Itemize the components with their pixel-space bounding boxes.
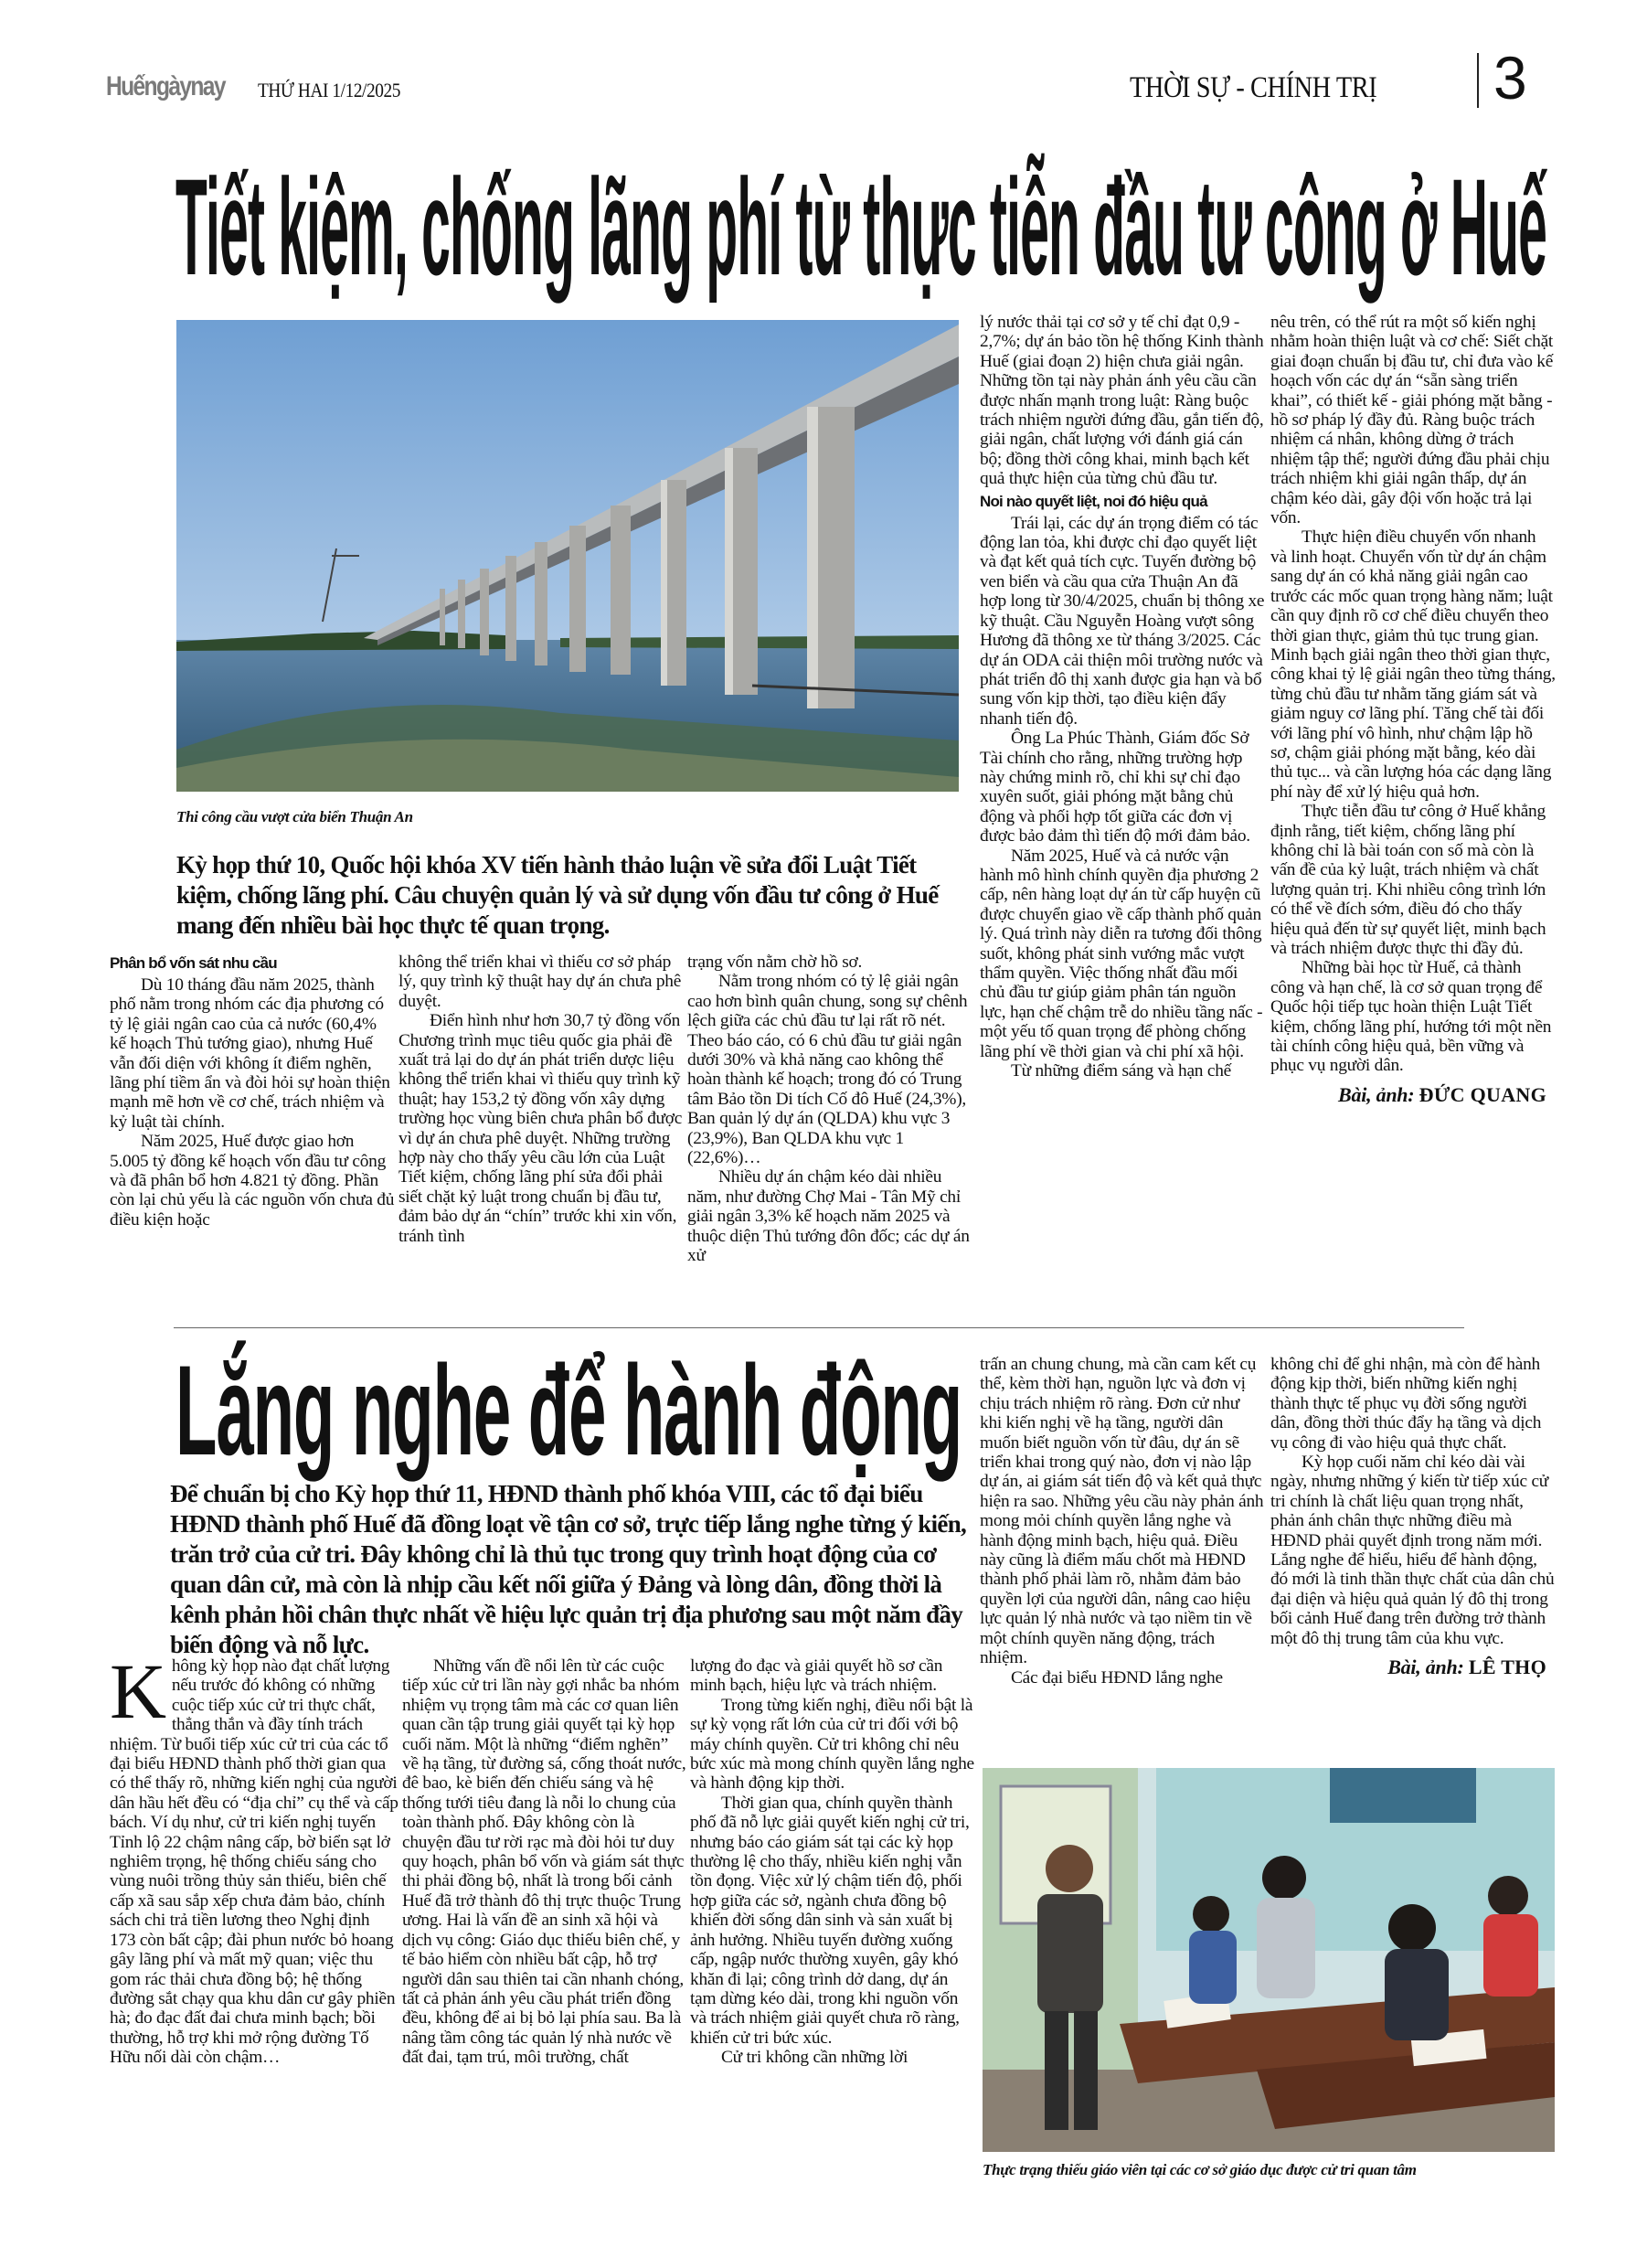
paragraph-text: hông kỳ họp nào đạt chất lượng nếu trước đó không có những cuộc tiếp xúc cử tri thực chất, thẳng thắn và đầy tính trách nhiệm. Từ buổi tiếp xúc cử tri của các tổ đại biểu HĐND thành phố thời gian qua có thể thấy rõ, những kiến nghị của người dân hầu hết đều có “địa chỉ” cụ thể và cấp bách. Ví dụ như, cử tri kiến nghị tuyến Tỉnh lộ 22 chậm nâng cấp, bờ biển sạt lở nghiêm trọng, hệ thống chiếu sáng cho vùng nuôi trồng thủy sản thiếu, biên chế cấp xã sau sắp xếp chưa đảm bảo, chính sách chi trả tiền lương theo Nghị định 173 còn bất cập; đài phun nước bỏ hoang gây lãng phí và mất mỹ quan; việc thu gom rác thải chưa đồng bộ; hệ thống đường sắt chạy qua khu dân cư gây phiền hà; đo đạc đất đai chưa minh bạch; bồi thường, hỗ trợ khi mở rộng đường Tố Hữu nối dài còn chậm… [110, 1656, 398, 2068]
article1-byline [1270, 1082, 1556, 1106]
article2-lead: Để chuẩn bị cho Kỳ họp thứ 11, HĐND thành phố khóa VIII, các tổ đại biểu HĐND thành phố Huế đã đồng loạt về tận cơ sở, trực tiếp lắng nghe từng ý kiến, trăn trở của cử tri. Đây không chỉ là thủ tục trong quy trình hoạt động của cơ quan dân cử, mà còn là nhịp cầu kết nối giữa ý Đảng và lòng dân, đồng thời là kênh phản hồi chân thực nhất về hiệu lực quản trị địa phương sau một năm đầy biến động và nỗ lực. [170, 1480, 967, 1658]
paragraph: trấn an chung chung, mà cần cam kết cụ thể, kèm thời hạn, nguồn lực và đơn vị chịu trách nhiệm rõ ràng. Đơn cử như khi kiến nghị về hạ tầng, người dân muốn biết nguồn vốn từ đâu, dự án sẽ triển khai trong quý nào, đơn vị nào lập dự án, ai giám sát tiến độ và kết quả thực hiện ra sao. Những yêu cầu này phản ánh mong mỏi chính quyền lắng nghe và hành động minh bạch, hiệu quả. Điều này cũng là điểm mấu chốt mà HĐND thành phố phải làm rõ, nhằm đảm bảo quyền lợi của người dân, nâng cao hiệu lực quản lý nhà nước và tạo niềm tin về một chính quyền năng động, trách nhiệm. [980, 1355, 1264, 1668]
article1-photo-caption: Thi công cầu vượt cửa biển Thuận An [176, 808, 413, 825]
paragraph: Nằm trong nhóm có tỷ lệ giải ngân cao hơn bình quân chung, song sự chênh lệch giữa các chủ đầu tư lại rất rõ nét. Theo báo cáo, có 6 chủ đầu tư giải ngân dưới 30% và khả năng cao không thể hoàn thành kế hoạch; trong đó có Trung tâm Bảo tồn Di tích Cố đô Huế (24,3%), Ban quản lý dự án (QLDA) khu vực 3 (23,9%), Ban QLDA khu vực 1 (22,6%)… [687, 972, 968, 1168]
article1-column-5 [1270, 313, 1556, 1104]
paragraph: Những vấn đề nổi lên từ các cuộc tiếp xúc cử tri lần này gợi nhắc ba nhóm nhiệm vụ trọng tâm mà các cơ quan liên quan cần tập trung giải quyết tại kỳ họp cuối năm. Một là những “điểm nghẽn” về hạ tầng, từ đường sá, cống thoát nước, đê bao, kè biển đến chiếu sáng và hệ thống tưới tiêu đang là nỗi lo chung của toàn thành phố. Đây không còn là chuyện đầu tư rời rạc mà đòi hỏi tư duy quy hoạch, phân bổ vốn và giám sát thực thi phải đồng bộ, nhất là trong bối cảnh Huế đã trở thành đô thị trực thuộc Trung ương. Hai là vấn đề an sinh xã hội và dịch vụ công: Giáo dục thiếu biên chế, y tế bảo hiểm còn nhiều bất cập, hỗ trợ người dân sau thiên tai cần nhanh chóng, tất cả phản ánh yêu cầu phát triển đồng đều, không để ai bị bỏ lại phía sau. Ba là nâng tầm công tác quản lý nhà nước về đất đai, tạm trú, môi trường, chất [402, 1656, 686, 2068]
article1-column-3 [687, 953, 972, 1266]
article1-subhead-1: Phân bổ vốn sát nhu cầu [110, 954, 277, 972]
article2-byline [1270, 1657, 1556, 1677]
paragraph: Từ những điểm sáng và hạn chế [1011, 1061, 1232, 1081]
byline-author: LÊ THỌ [1468, 1656, 1546, 1679]
article1-column-4 [980, 313, 1265, 1081]
article2-headline: Lắng nghe để hành động [175, 1338, 962, 1482]
article2-headline-box [175, 1338, 962, 1482]
paragraph: trạng vốn nằm chờ hồ sơ. [687, 953, 863, 972]
paragraph: Kỳ họp cuối năm chỉ kéo dài vài ngày, nhưng những ý kiến từ tiếp xúc cử tri chính là chất liệu quan trọng nhất, phản ánh chân thực những điều mà HĐND phải quyết định trong năm mới. Lắng nghe để hiểu, hiểu để hành động, đó mới là tinh thần thực chất của dân chủ đại diện và hiệu quả quản lý đô thị trong bối cảnh Huế đang trên đường trở thành một đô thị trung tâm của khu vực. [1270, 1453, 1555, 1648]
paragraph [110, 1647, 398, 2068]
article1-lead: Kỳ họp thứ 10, Quốc hội khóa XV tiến hành thảo luận về sửa đổi Luật Tiết kiệm, chống lãng phí. Câu chuyện quản lý và sử dụng vốn đầu tư công ở Huế mang đến nhiều bài học thực tế quan trọng. [176, 851, 939, 939]
article1-headline-box [175, 150, 1547, 303]
paragraph: lượng đo đạc và giải quyết hồ sơ cần minh bạch, hiệu lực và trách nhiệm. [690, 1656, 943, 1696]
article1-column-1 [110, 951, 395, 1230]
article2-photo-classroom [983, 1768, 1555, 2152]
paragraph: Trái lại, các dự án trọng điểm có tác động lan tỏa, khi được chỉ đạo quyết liệt và đạt kết quả tích cực. Tuyến đường bộ ven biển và cầu qua cửa Thuận An đã hợp long từ 30/4/2025, chuẩn bị thông xe kỹ thuật. Cầu Nguyễn Hoàng vượt sông Hương đã thông xe từ tháng 3/2025. Các dự án ODA cải thiện môi trường nước và phát triển đô thị xanh được gia hạn và bổ sung vốn kịp thời, tạo điều kiện đẩy nhanh tiến độ. [980, 513, 1265, 729]
newspaper-logo: Huếngàynay [106, 71, 225, 101]
paragraph: Ông La Phúc Thành, Giám đốc Sở Tài chính cho rằng, những trường hợp này chứng minh rõ, chỉ khi sự chỉ đạo xuyên suốt, giải phóng mặt bằng chủ động và phối hợp tốt giữa các đơn vị được bảo đảm thì tiến độ mới đảm bảo. [980, 729, 1250, 847]
article1-subhead-2: Noi nào quyết liệt, noi đó hiệu quả [980, 492, 1207, 510]
issue-date: THỨ HAI 1/12/2025 [258, 79, 400, 101]
article1-photo-bridge [176, 320, 959, 792]
paragraph: Thực hiện điều chuyển vốn nhanh và linh hoạt. Chuyển vốn từ dự án chậm sang dự án có khả năng giải ngân cao trước các mốc quan trọng hàng năm; luật cần quy định rõ cơ chế điều chuyển theo thời gian thực, giảm thủ tục trung gian. Minh bạch giải ngân theo thời gian thực, công khai tỷ lệ giải ngân theo từng tháng, từng chủ đầu tư nhằm tăng giám sát và giảm nguy cơ lãng phí. Tăng chế tài đối với lãng phí vô hình, như chậm lập hồ sơ, chậm giải phóng mặt bằng, kéo dài thủ tục... và cần lượng hóa các dạng lãng phí này để xử lý hiệu quả hơn. [1270, 527, 1556, 802]
paragraph: Điển hình như hơn 30,7 tỷ đồng vốn Chương trình mục tiêu quốc gia phải đề xuất trả lại do dự án phát triển dược liệu không thể triển khai vì thiếu quy trình kỹ thuật; hay 153,2 tỷ đồng vốn xây dựng trường học vùng biên chưa phân bổ được vì dự án chưa phê duyệt. Những trường hợp này cho thấy yêu cầu lớn của Luật Tiết kiệm, chống lãng phí sửa đổi phải siết chặt kỷ luật trong chuẩn bị đầu tư, đảm bảo dự án “chín” trước khi xin vốn, tránh tình [398, 1011, 683, 1246]
paragraph: Dù 10 tháng đầu năm 2025, thành phố nằm trong nhóm các địa phương có tỷ lệ giải ngân cao của cả nước (60,4% kế hoạch Thủ tướng giao), nhưng Huế vẫn đối diện với không ít điểm nghẽn, lãng phí tiềm ẩn và đòi hỏi sự hoàn thiện mạnh mẽ hơn về cơ chế, trách nhiệm và kỷ luật tài chính. [110, 975, 390, 1132]
paragraph: Năm 2025, Huế được giao hơn 5.005 tỷ đồng kế hoạch vốn đầu tư công và đã phân bổ hơn 4.821 tỷ đồng. Phần còn lại chủ yếu là các nguồn vốn chưa đủ điều kiện hoặc [110, 1132, 395, 1230]
article2-column-4 [980, 1355, 1265, 1688]
drop-cap: K [110, 1647, 166, 1735]
section-title: THỜI SỰ - CHÍNH TRỊ [1130, 71, 1377, 104]
article2-column-3 [690, 1656, 975, 2068]
article2-column-2 [402, 1656, 687, 2068]
paragraph: Năm 2025, Huế và cả nước vận hành mô hình chính quyền địa phương 2 cấp, nên hàng loạt dự án từ cấp huyện cũ được chuyển giao về cấp thành phố quản lý. Quá trình này diễn ra tương đối thông suốt, không phát sinh vướng mắc vượt thẩm quyền. Việc thống nhất đầu mối chủ đầu tư giúp giảm phân tán nguồn lực, hạn chế chậm trễ do nhiều tầng nấc - một yếu tố quan trọng để phòng chống lãng phí về thời gian và chi phí xã hội. [980, 846, 1263, 1061]
article1-headline: Tiết kiệm, chống lãng phí từ thực tiễn đầu tư công ở Huế [175, 150, 1547, 303]
paragraph: Các đại biểu HĐND lắng nghe [1011, 1667, 1223, 1688]
article2-photo-caption: Thực trạng thiếu giáo viên tại các cơ sở giáo dục được cử tri quan tâm [983, 2161, 1417, 2178]
bridge-photo-illustration [176, 320, 959, 792]
article2-column-5 [1270, 1355, 1556, 1677]
byline-author: ĐỨC QUANG [1419, 1082, 1546, 1106]
paragraph: lý nước thải tại cơ sở y tế chỉ đạt 0,9 - 2,7%; dự án bảo tồn hệ thống Kinh thành Huế (giai đoạn 2) hiện chưa giải ngân. Những tồn tại này phản ánh yêu cầu cần được nhấn mạnh trong luật: Ràng buộc trách nhiệm người đứng đầu, gắn tiến độ, giải ngân, chất lượng với đánh giá cán bộ; đồng thời công khai, minh bạch kết quả thực hiện của từng chủ đầu tư. [980, 313, 1264, 489]
paragraph: Những bài học từ Huế, cả thành công và hạn chế, là cơ sở quan trọng để Quốc hội tiếp tục hoàn thiện Luật Tiết kiệm, chống lãng phí, hướng tới một nền tài chính công hiệu quả, bền vững và phục vụ người dân. [1270, 958, 1552, 1076]
paragraph: Thời gian qua, chính quyền thành phố đã nỗ lực giải quyết kiến nghị cử tri, nhưng báo cáo giám sát tại các kỳ họp thường lệ cho thấy, nhiều kiến nghị vẫn tồn đọng. Việc xử lý chậm tiến độ, phối hợp giữa các sở, ngành chưa đồng bộ khiến đời sống dân sinh và sản xuất bị ảnh hưởng. Nhiều tuyến đường xuống cấp, ngập nước thường xuyên, gây khó khăn đi lại; công trình dở dang, dự án tạm dừng kéo dài, trong khi nguồn vốn và trách nhiệm giải quyết chưa rõ ràng, khiến cử tri bức xúc. [690, 1793, 970, 2048]
article2-column-1 [110, 1647, 398, 2068]
paragraph: không chỉ để ghi nhận, mà còn để hành động kịp thời, biến những kiến nghị thành thực tế phục vụ đời sống người dân, đồng thời thúc đẩy hạ tầng và dịch vụ công đi vào hiệu quả thực chất. [1270, 1355, 1542, 1453]
page-number: 3 [1493, 44, 1527, 112]
byline-label: Bài, ảnh: [1338, 1082, 1415, 1106]
classroom-photo-illustration [983, 1768, 1555, 2152]
paragraph: không thể triển khai vì thiếu cơ sở pháp lý, quy trình kỹ thuật hay dự án chưa phê duyệt. [398, 953, 682, 1011]
article1-column-2 [398, 953, 684, 1246]
paragraph: Thực tiễn đầu tư công ở Huế khẳng định rằng, tiết kiệm, chống lãng phí không chỉ là bài toán con số mà còn là vấn đề của kỷ luật, trách nhiệm và chất lượng quản trị. Khi nhiều công trình lớn có thể về đích sớm, điều đó cho thấy hiệu quả đến từ sự quyết liệt, minh bạch và trách nhiệm được thực thi đầy đủ. [1270, 802, 1546, 958]
paragraph: Cử tri không cần những lời [721, 2048, 909, 2068]
article-divider [174, 1327, 1464, 1328]
byline-label: Bài, ảnh: [1387, 1656, 1464, 1679]
paragraph: Trong từng kiến nghị, điều nổi bật là sự kỳ vọng rất lớn của cử tri đối với bộ máy chính quyền. Cử tri không chỉ nêu bức xúc mà mong chính quyền lắng nghe và hành động kịp thời. [690, 1695, 974, 1794]
paragraph: nêu trên, có thể rút ra một số kiến nghị nhằm hoàn thiện luật và cơ chế: Siết chặt giai đoạn chuẩn bị đầu tư, chỉ đưa vào kế hoạch vốn các dự án “sẵn sàng triển khai”, có thiết kế - giải phóng mặt bằng - hồ sơ pháp lý đầy đủ. Ràng buộc trách nhiệm cá nhân, không dừng ở trách nhiệm tập thể; người đứng đầu phải chịu trách nhiệm khi giải ngân thấp, dự án chậm kéo dài, gây đội vốn hoặc trả lại vốn. [1270, 313, 1554, 528]
header-divider [1477, 53, 1479, 108]
paragraph: Nhiều dự án chậm kéo dài nhiều năm, như đường Chợ Mai - Tân Mỹ chỉ giải ngân 3,3% kế hoạch năm 2025 và thuộc diện Thủ tướng đôn đốc; các dự án xử [687, 1167, 970, 1266]
